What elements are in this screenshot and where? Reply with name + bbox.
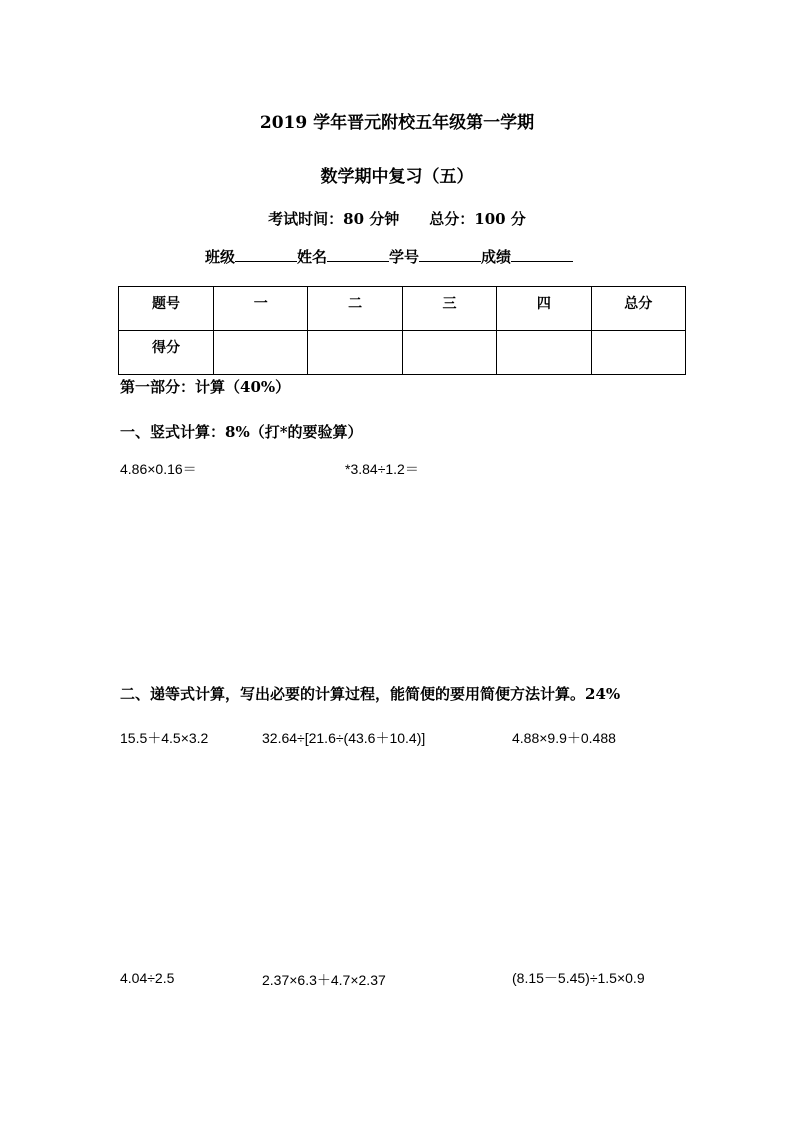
student-id-label: 学号 (389, 248, 420, 266)
section2-problem-2: 32.64÷[21.6÷(43.6＋10.4)] (262, 730, 426, 746)
student-info-line (205, 246, 573, 267)
score-table-score-row (119, 331, 686, 375)
header-cell-part-1: 一 (214, 287, 308, 331)
section1-problem-2: *3.84÷1.2＝ (345, 461, 419, 477)
class-label: 班级 (205, 248, 236, 266)
score-cell-total[interactable] (591, 331, 685, 375)
document-title: 2019 学年晋元附校五年级第一学期 (259, 113, 535, 133)
section2-heading: 二、递等式计算，写出必要的计算过程，能简便的要用简便方法计算。24% (120, 685, 621, 703)
score-table (118, 286, 686, 375)
section2-problem-1: 15.5＋4.5×3.2 (120, 730, 209, 746)
header-cell-question-number: 题号 (119, 287, 214, 331)
score-row-label: 得分 (119, 331, 214, 375)
class-blank (235, 247, 297, 262)
section1-problem-1: 4.86×0.16＝ (120, 461, 197, 477)
grade-blank (511, 247, 573, 262)
header-cell-part-3: 三 (402, 287, 496, 331)
section2-problem-5: 2.37×6.3＋4.7×2.37 (262, 972, 386, 988)
name-label: 姓名 (297, 248, 328, 266)
header-cell-part-4: 四 (497, 287, 591, 331)
exam-info: 考试时间：80 分钟 总分：100 分 (268, 210, 526, 228)
section2-problem-6: (8.15－5.45)÷1.5×0.9 (512, 970, 645, 986)
score-cell-part-4[interactable] (497, 331, 591, 375)
name-blank (327, 247, 389, 262)
score-cell-part-3[interactable] (402, 331, 496, 375)
part1-heading: 第一部分：计算（40%） (120, 378, 291, 396)
section2-problem-3: 4.88×9.9＋0.488 (512, 730, 616, 746)
header-cell-part-2: 二 (308, 287, 402, 331)
student-id-blank (419, 247, 481, 262)
header-cell-total: 总分 (591, 287, 685, 331)
grade-label: 成绩 (481, 248, 512, 266)
document-subtitle: 数学期中复习（五） (320, 167, 474, 187)
score-table-header-row (119, 287, 686, 331)
score-cell-part-2[interactable] (308, 331, 402, 375)
score-cell-part-1[interactable] (214, 331, 308, 375)
section1-heading: 一、竖式计算：8%（打*的要验算） (120, 423, 363, 441)
section2-problem-4: 4.04÷2.5 (120, 970, 175, 986)
